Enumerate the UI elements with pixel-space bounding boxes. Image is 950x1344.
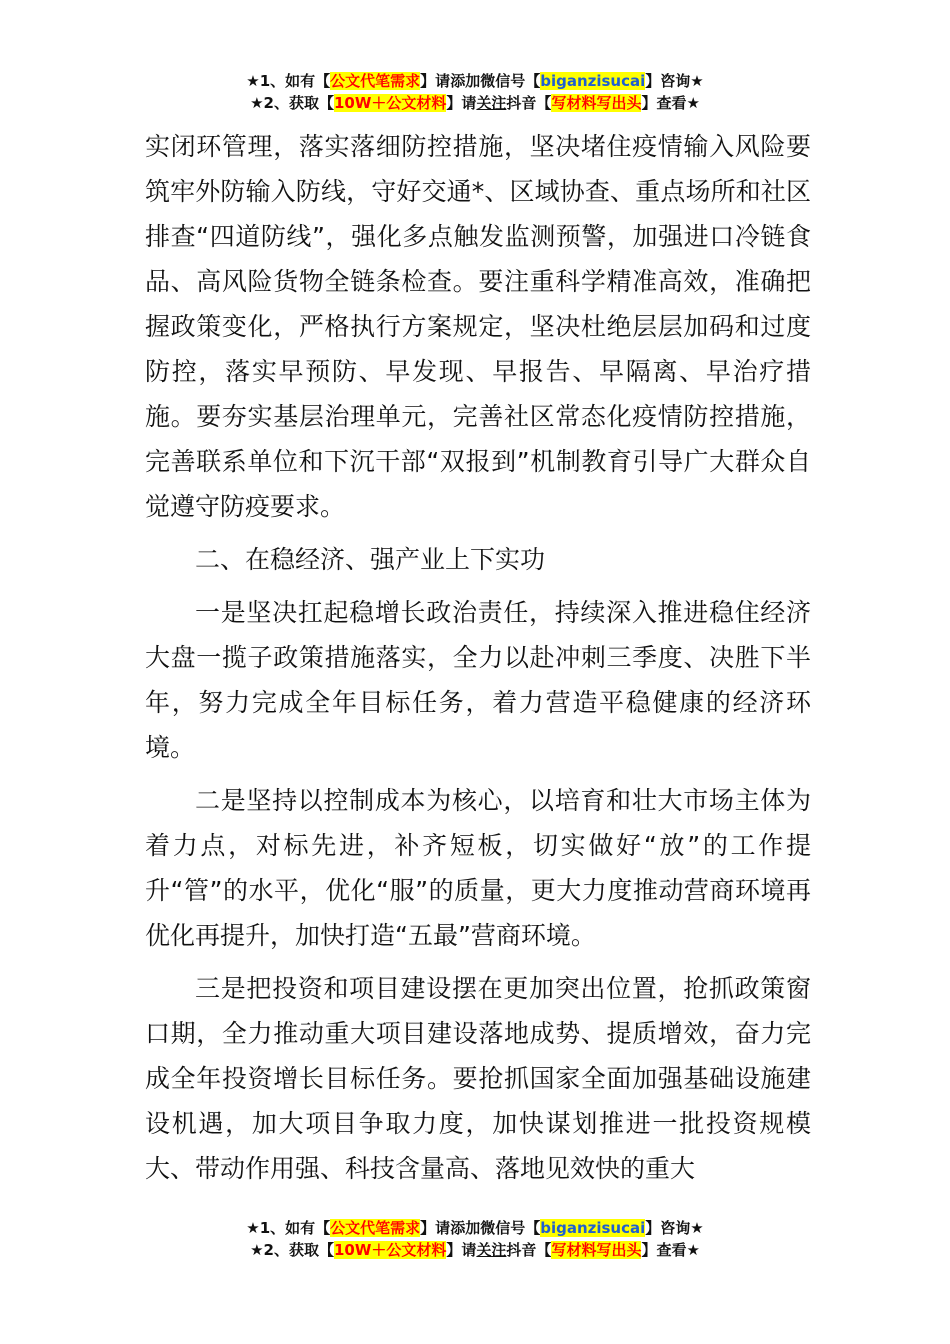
banner-text: 】请 bbox=[420, 1219, 451, 1237]
highlight-text: 10W＋公文材料 bbox=[333, 94, 447, 112]
banner-text: ★2、获取【 bbox=[250, 1241, 334, 1259]
document-body bbox=[145, 124, 811, 1191]
banner-text: 抖音【 bbox=[506, 94, 552, 112]
header-banner bbox=[0, 70, 950, 114]
banner-text: 】请 bbox=[446, 1241, 477, 1259]
banner-line-2 bbox=[0, 1239, 950, 1261]
wechat-id: biganzisucai bbox=[540, 72, 646, 90]
paragraph: 三是把投资和项目建设摆在更加突出位置，抢抓政策窗口期，全力推动重大项目建设落地成势、提质增效，奋力完成全年投资增长目标任务。要抢抓国家全面加强基础设施建设机遇，加大项目争取力度，加快谋划推进一批投资规模大、带动作用强、科技含量高、落地见效快的重大 bbox=[145, 974, 811, 1183]
highlight-text: 公文代笔需求 bbox=[330, 72, 421, 90]
highlight-text: 公文代笔需求 bbox=[330, 1219, 421, 1237]
banner-line-1 bbox=[0, 70, 950, 92]
highlight-text: 10W＋公文材料 bbox=[333, 1241, 447, 1259]
paragraph: 实闭环管理，落实落细防控措施，坚决堵住疫情输入风险要筑牢外防输入防线，守好交通*、区域协查、重点场所和社区排查“四道防线”，强化多点触发监测预警，加强进口冷链食品、高风险货物全链条检查。要注重科学精准高效，准确把握政策变化，严格执行方案规定，坚决杜绝层层加码和过度防控，落实早预防、早发现、早报告、早隔离、早治疗措施。要夯实基层治理单元，完善社区常态化疫情防控措施，完善联系单位和下沉干部“双报到”机制教育引导广大群众自觉遵守防疫要求。 bbox=[145, 132, 811, 521]
section-heading: 二、在稳经济、强产业上下实功 bbox=[195, 545, 546, 574]
highlight-text: 写材料写出头 bbox=[551, 1241, 642, 1259]
banner-text: 添加 bbox=[450, 1219, 481, 1237]
highlight-text: 写材料写出头 bbox=[551, 94, 642, 112]
banner-text: 微信号【 bbox=[480, 72, 541, 90]
banner-text: 】请 bbox=[446, 94, 477, 112]
banner-line-1 bbox=[0, 1217, 950, 1239]
banner-text: 】请 bbox=[420, 72, 451, 90]
paragraph: 二是坚持以控制成本为核心，以培育和壮大市场主体为着力点，对标先进，补齐短板，切实做好“放”的工作提升“管”的水平，优化“服”的质量，更大力度推动营商环境再优化再提升，加快打造“五最”营商环境。 bbox=[145, 786, 811, 950]
banner-line-2 bbox=[0, 92, 950, 114]
banner-text: 微信号【 bbox=[480, 1219, 541, 1237]
banner-text: ★1、如有【 bbox=[246, 72, 331, 90]
paragraph: 一是坚决扛起稳增长政治责任，持续深入推进稳住经济大盘一揽子政策措施落实，全力以赴冲刺三季度、决胜下半年，努力完成全年目标任务，着力营造平稳健康的经济环境。 bbox=[145, 598, 811, 762]
banner-text: ★1、如有【 bbox=[246, 1219, 331, 1237]
banner-text: 添加 bbox=[450, 72, 481, 90]
banner-text: 抖音【 bbox=[506, 1241, 552, 1259]
banner-text: 】查看★ bbox=[641, 1241, 700, 1259]
banner-text: 关注 bbox=[476, 1241, 507, 1259]
footer-banner bbox=[0, 1217, 950, 1261]
wechat-id: biganzisucai bbox=[540, 1219, 646, 1237]
banner-text: 关注 bbox=[476, 94, 507, 112]
banner-text: 】查看★ bbox=[641, 94, 700, 112]
banner-text: 】咨询★ bbox=[645, 1219, 704, 1237]
banner-text: ★2、获取【 bbox=[250, 94, 334, 112]
banner-text: 】咨询★ bbox=[645, 72, 704, 90]
